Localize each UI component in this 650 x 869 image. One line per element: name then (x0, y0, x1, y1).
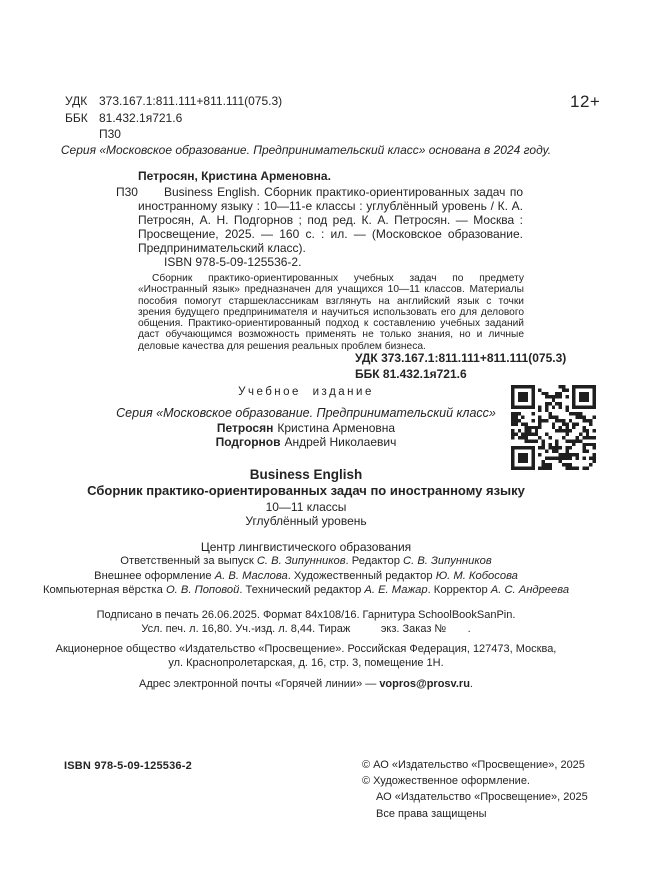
bib-author-sign: П30 (116, 184, 138, 199)
series-founding-note: Серия «Московское образование. Предпринимательский класс» основана в 2024 году. (60, 143, 552, 157)
copyright-line-2: © Художественное оформление. (362, 775, 530, 788)
author-surname: Петросян (216, 421, 274, 435)
linguistic-center-line: Центр лингвистического образования (200, 540, 412, 554)
grades-line: 10—11 классы (265, 500, 347, 514)
edition-author-2 (0, 435, 612, 449)
copyright-line-3: АО «Издательство «Просвещение», 2025 (376, 791, 588, 804)
author-sign: П30 (99, 127, 121, 141)
bbk-value: 81.432.1я721.6 (99, 110, 183, 125)
bbk-label: ББК (65, 110, 88, 125)
bib-description: Business English. Сборник практико-ориентированных задач по иностранному языку : 10—11-е классы : углублённый уровень / К. А. Петросян, А. Н. Подгорнов ; под ред. К. А. Петросян. — Москва : Просвещение, 2025. — 160 с. : ил. — (Московское образование. Предпринимательский класс). (138, 184, 523, 255)
print-info-line-2: Усл. печ. л. 16,80. Уч.-изд. л. 8,44. Тираж экз. Заказ № . (141, 622, 471, 635)
edition-author-1 (0, 421, 612, 435)
book-title: Business English (249, 467, 363, 482)
isbn-footer: ISBN 978-5-09-125536-2 (64, 760, 192, 772)
age-rating-badge: 12+ (570, 92, 601, 111)
bbk-line-repeat: ББК 81.432.1я721.6 (355, 366, 467, 381)
bibliographic-entry (116, 170, 523, 270)
credit-line-1: Ответственный за выпуск С. В. Зипунников. Редактор С. В. Зипунников (120, 555, 492, 567)
bib-isbn-line: ISBN 978-5-09-125536-2. (164, 255, 302, 270)
credit-line-3: Компьютерная вёрстка О. В. Поповой. Технический редактор А. Е. Мажар. Корректор А. С. Андреева (42, 584, 570, 596)
udk-line-repeat: УДК 373.167.1:811.111+811.111(075.3) (355, 351, 567, 365)
author-surname: Подгорнов (215, 435, 281, 449)
udk-line (65, 93, 282, 110)
author-sign-line (65, 126, 282, 143)
annotation-text: Сборник практико-ориентированных учебных задач по предмету «Иностранный язык» предназначен для учащихся 10—11 классов. Материалы пособия помогут старшеклассникам взглянуть на английский язык с точки зрения будущего предпринимателя и научиться использовать его для делового общения. Практико-ориентированный подход к составлению учебных заданий даст обучающимся возможность применять не только знания, но и личные деловые качества для решения реальных проблем бизнеса. (138, 273, 524, 352)
udk-label: УДК (65, 94, 88, 108)
bib-author-header: Петросян, Кристина Арменовна. (138, 169, 331, 183)
classification-codes-repeat (355, 351, 566, 382)
author-name: Кристина Арменовна (277, 421, 396, 435)
edition-block (0, 385, 612, 691)
publisher-address-line-2: ул. Краснопролетарская, д. 16, стр. 3, помещение 1Н. (168, 657, 444, 669)
udk-value: 373.167.1:811.111+811.111(075.3) (99, 94, 283, 108)
print-info-line-1: Подписано в печать 26.06.2025. Формат 84x108/16. Гарнитура SchoolBookSanPin. (96, 608, 516, 621)
edition-series: Серия «Московское образование. Предпринимательский класс» (116, 406, 496, 420)
classification-codes (65, 93, 282, 143)
bbk-line (65, 110, 282, 127)
hotline-email-line: Адрес электронной почты «Горячей линии» — vopros@prosv.ru. (139, 678, 473, 690)
publisher-address-line-1: Акционерное общество «Издательство «Просвещение». Российская Федерация, 127473, Москва, (55, 643, 557, 655)
author-name: Андрей Николаевич (284, 435, 397, 449)
level-line: Углублённый уровень (245, 514, 367, 528)
credit-line-2: Внешнее оформление А. В. Маслова. Художественный редактор Ю. М. Кобосова (94, 569, 518, 582)
copyright-line-1: © АО «Издательство «Просвещение», 2025 (362, 759, 585, 771)
copyright-block (362, 757, 588, 822)
copyright-line-4: Все права защищены (376, 807, 487, 820)
book-subtitle: Сборник практико-ориентированных задач по иностранному языку (87, 483, 525, 498)
edition-type-label: Учебное издание (238, 386, 374, 398)
